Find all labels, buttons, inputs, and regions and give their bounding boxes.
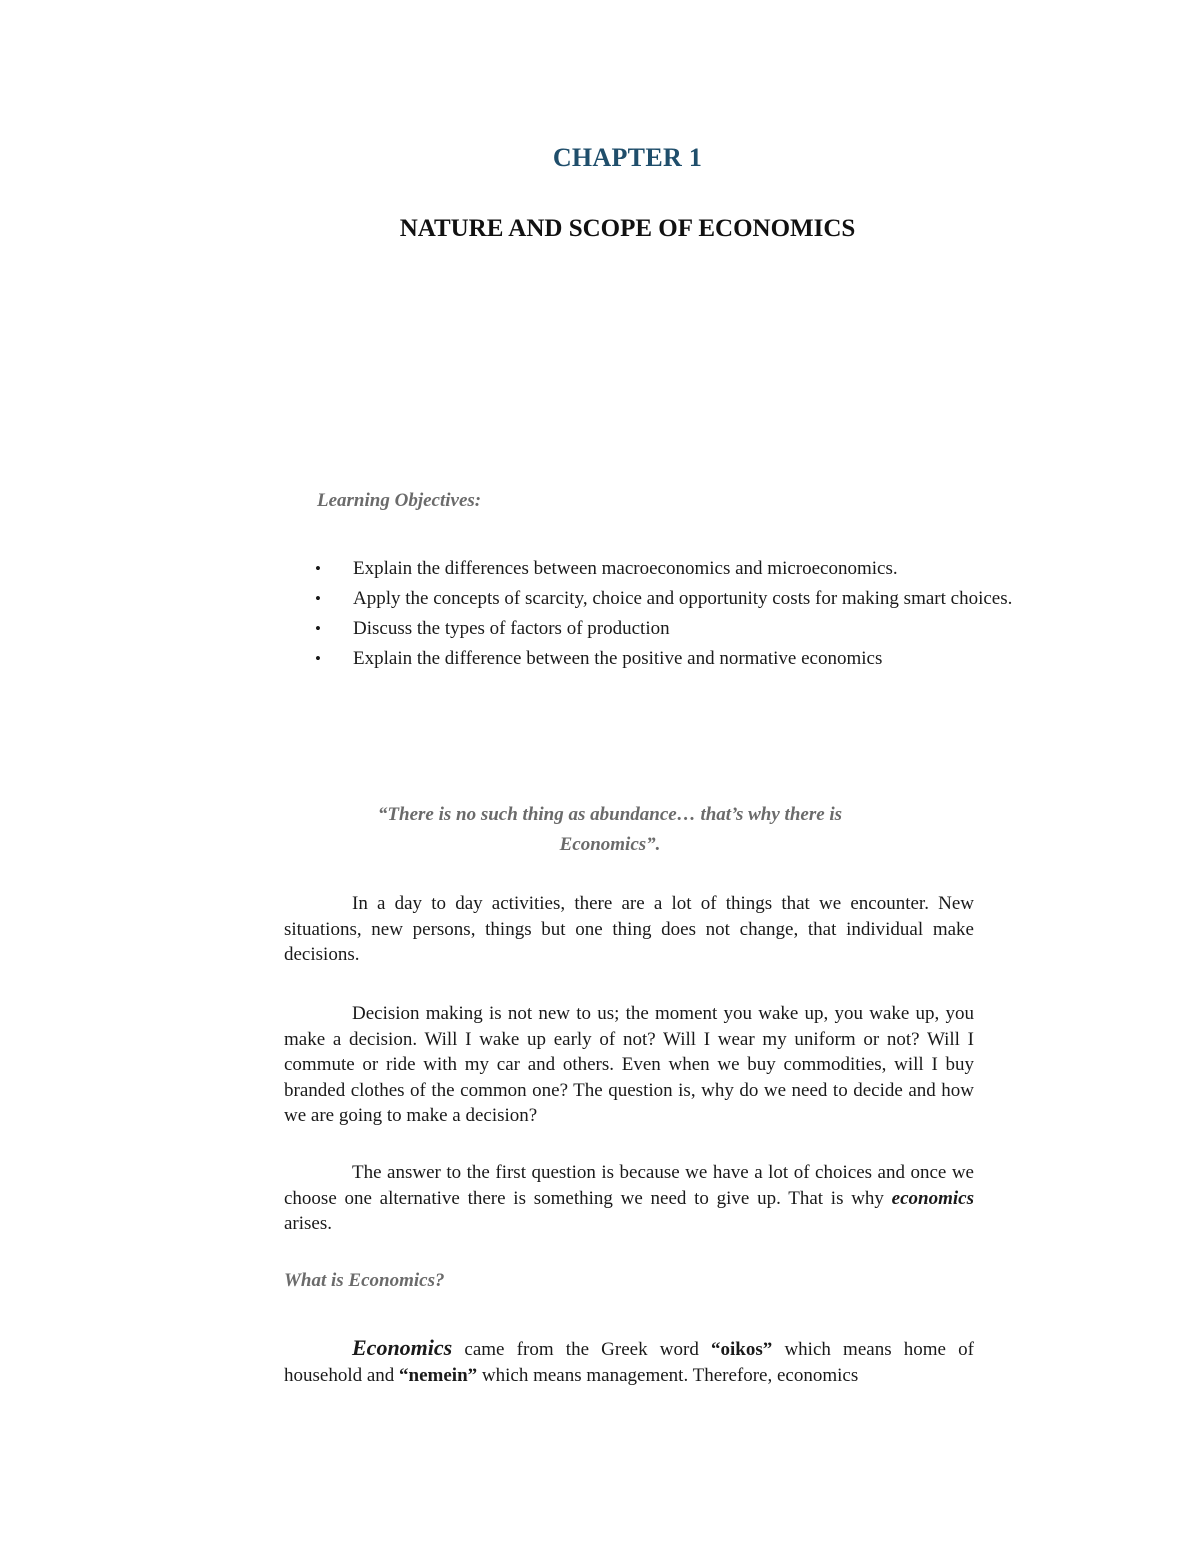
body-paragraph: Decision making is not new to us; the moment you wake up, you wake up, you make a decision. Will I wake up early of not? Will I wear my uniform or not? Will I commute or ride with my car and others. Even when we buy commodities, will I buy branded clothes of the common one? The question is, why do we need to decide and how we are going to make a decision? [284,1003,974,1126]
emphasized-term: Economics [352,1335,453,1360]
bullet-icon: • [315,589,321,608]
list-item [313,585,1043,613]
paragraph-text: which means management. Therefore, economics [477,1364,859,1386]
bullet-icon: • [315,619,321,638]
paragraph-text: arises. [284,1213,333,1234]
body-paragraph: In a day to day activities, there are a lot of things that we encounter. New situations, new persons, things but one thing does not change, that individual make decisions. [284,893,974,965]
emphasized-term: economics [891,1187,974,1209]
section-heading: What is Economics? [284,1270,445,1291]
learning-objectives-list [313,555,1043,675]
objective-text: Apply the concepts of scarcity, choice and opportunity costs for making smart choices. [353,588,1013,609]
body-paragraph [284,1160,974,1237]
learning-objectives-heading: Learning Objectives: [317,490,482,511]
objective-text: Explain the difference between the positive and normative economics [353,648,883,669]
epigraph-quote [300,800,920,860]
list-item [313,615,1043,643]
objective-text: Explain the differences between macroeconomics and microeconomics. [353,558,898,579]
chapter-title: NATURE AND SCOPE OF ECONOMICS [399,215,856,242]
objective-text: Discuss the types of factors of production [353,618,670,639]
greek-word: “oikos” [711,1339,773,1360]
paragraph-text: The answer to the first question is because we have a lot of choices and once we choose one alternative there is something we need to give up. That is why [284,1162,974,1209]
paragraph-text: came from the Greek word [452,1339,712,1360]
paragraph-text: which means home of household and [284,1339,975,1386]
greek-word: “nemein” [399,1364,478,1386]
list-item [313,645,1043,673]
quote-line: Economics”. [559,834,661,855]
bullet-icon: • [315,649,321,668]
bullet-icon: • [315,559,321,578]
quote-line: “There is no such thing as abundance… that’s why there is [377,804,843,825]
list-item [313,555,1043,583]
chapter-number: CHAPTER 1 [552,143,703,172]
body-paragraph [284,1335,974,1388]
